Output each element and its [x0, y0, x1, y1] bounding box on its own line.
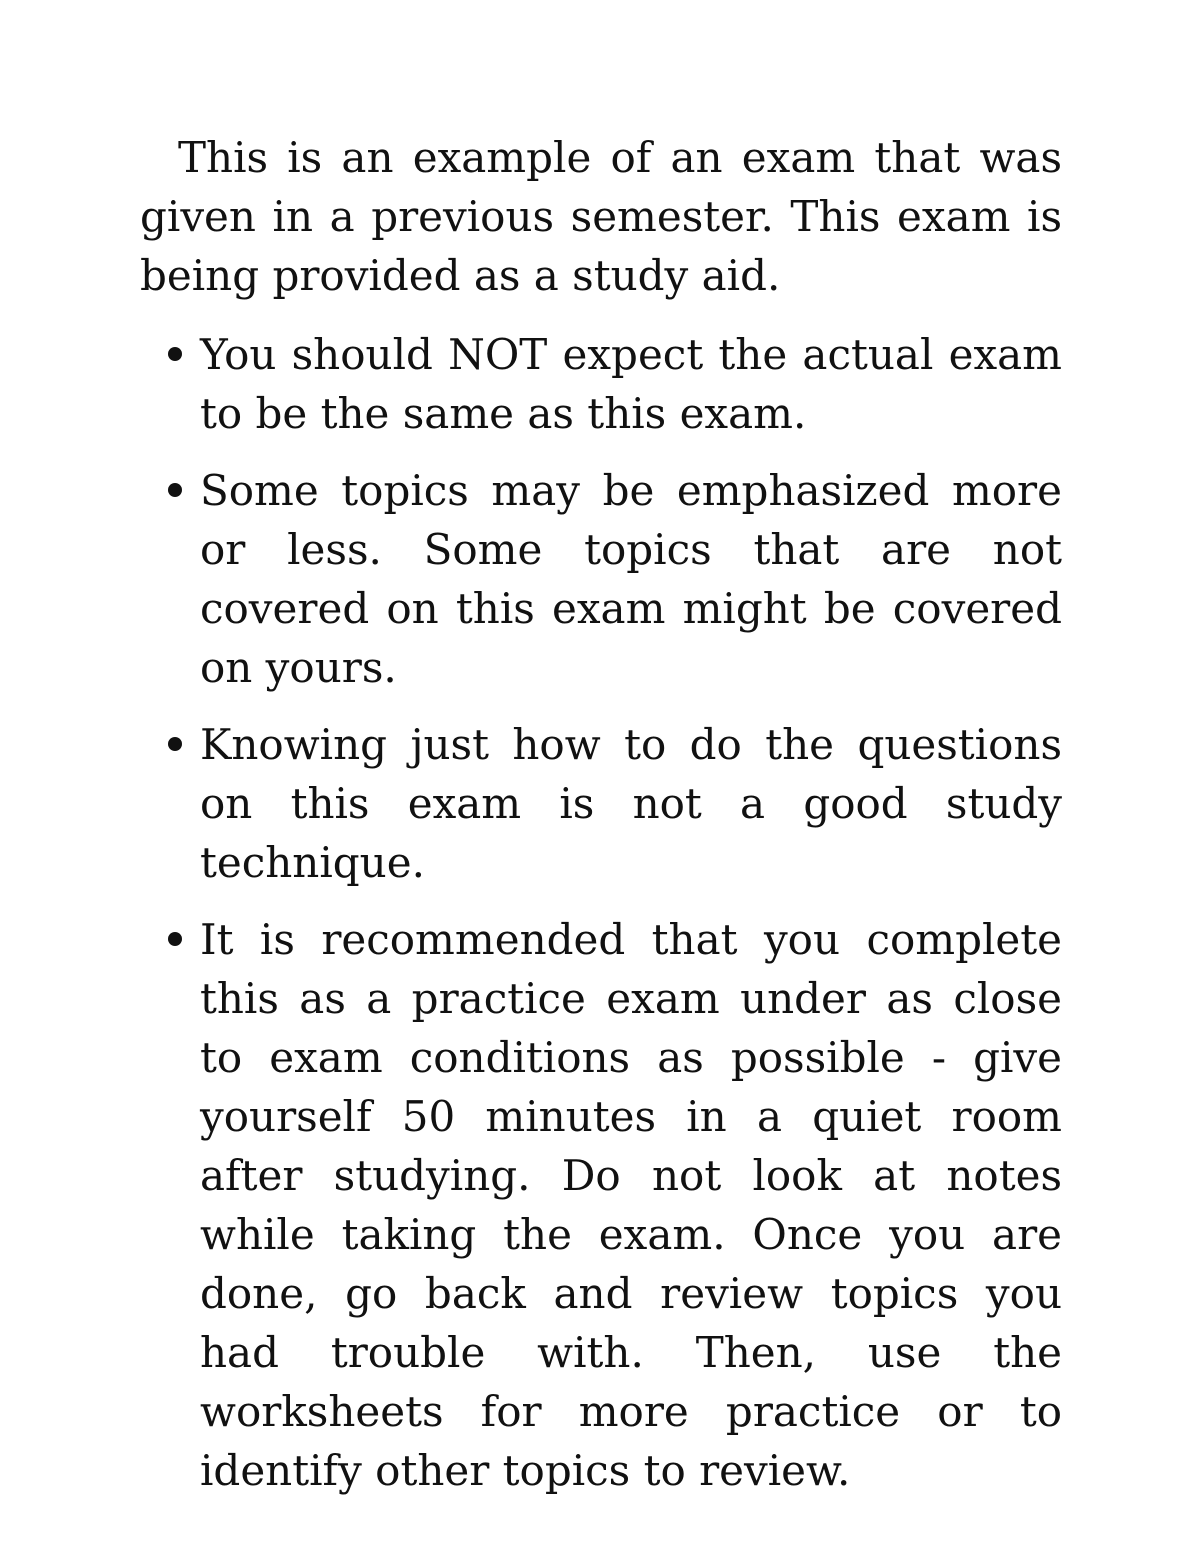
intro-paragraph: This is an example of an exam that was given in a previous semester. This exam is being provided as a study aid.	[140, 133, 1062, 300]
advice-list	[140, 325, 1062, 1500]
bullet-icon	[168, 932, 182, 946]
list-item	[140, 715, 1062, 892]
list-item	[140, 910, 1062, 1500]
bullet-icon	[168, 737, 182, 751]
list-item	[140, 325, 1062, 443]
bullet-icon	[168, 483, 182, 497]
page-content	[140, 128, 1062, 1518]
list-item-text: It is recommended that you complete this as a practice exam under as close to exam conditions as possible - give yourself 50 minutes in a quiet room after studying. Do not look at notes while taking the exam. Once you are done, go back and review topics you had trouble with. Then, use the worksheets for more practice or to identify other topics to review.	[200, 915, 1062, 1495]
list-item-text: Knowing just how to do the questions on this exam is not a good study technique.	[200, 720, 1062, 887]
list-item-text: You should NOT expect the actual exam to be the same as this exam.	[200, 330, 1062, 438]
list-item-text: Some topics may be emphasized more or less. Some topics that are not covered on this exam might be covered on yours.	[200, 466, 1062, 692]
bullet-icon	[168, 347, 182, 361]
list-item	[140, 461, 1062, 697]
